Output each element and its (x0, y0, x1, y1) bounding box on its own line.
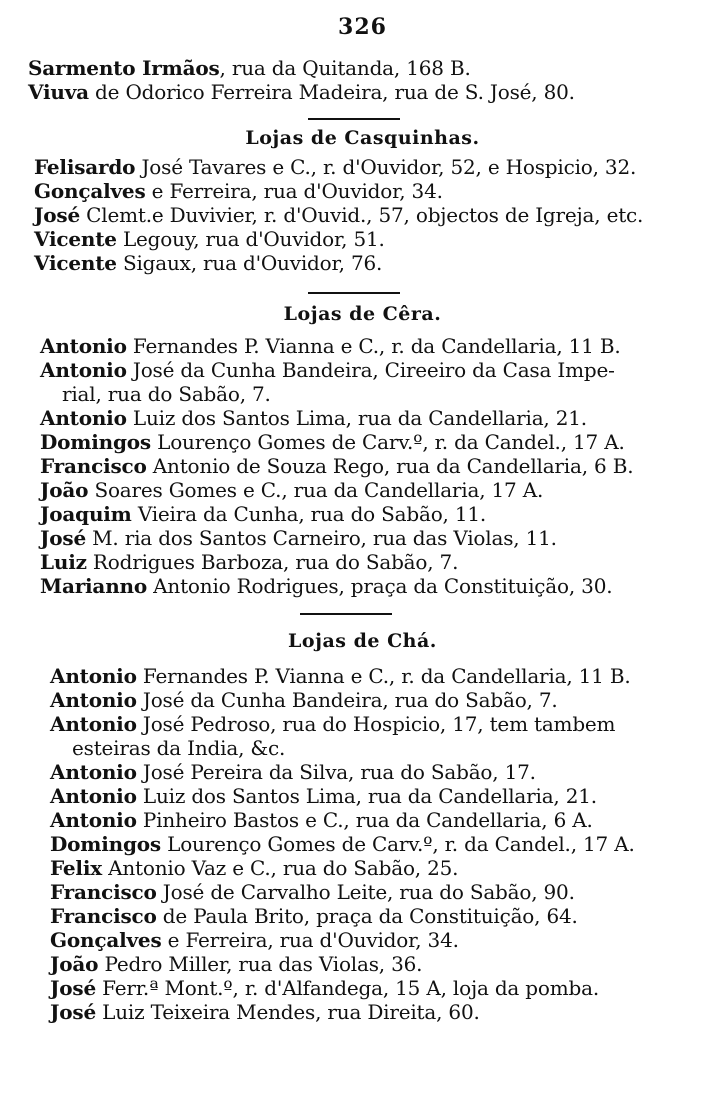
directory-entry (50, 808, 725, 832)
entry-details: José Pereira da Silva, rua do Sabão, 17. (136, 760, 536, 784)
entry-details: Antonio de Souza Rego, rua da Candellaria, 6 B. (146, 454, 634, 478)
entry-details: Sigaux, rua d'Ouvidor, 76. (116, 251, 383, 275)
entry-name: Vicente (34, 227, 117, 251)
entry-details: Soares Gomes e C., rua da Candellaria, 17 A. (88, 478, 544, 502)
entry-name: João (50, 952, 99, 976)
section-heading-casquinhas: Lojas de Casquinhas. (245, 127, 480, 149)
entry-name: Felisardo (34, 155, 136, 179)
section-divider (308, 118, 400, 120)
entry-name: Antonio (50, 712, 137, 736)
entry-details: José de Carvalho Leite, rua do Sabão, 90. (156, 880, 575, 904)
directory-entry (40, 406, 725, 430)
section-cera (0, 334, 725, 598)
top-entries (0, 56, 725, 104)
entry-continuation: esteiras da India, &c. (72, 736, 286, 760)
directory-entry (34, 179, 725, 203)
entry-details: José da Cunha Bandeira, rua do Sabão, 7. (136, 688, 558, 712)
section-heading-cera: Lojas de Cêra. (283, 303, 442, 325)
entry-name: Domingos (50, 832, 161, 856)
directory-entry (50, 664, 725, 688)
entry-name: Francisco (50, 880, 157, 904)
directory-entry (40, 334, 725, 358)
directory-entry (50, 784, 725, 808)
entry-details: Rodrigues Barboza, rua do Sabão, 7. (86, 550, 459, 574)
entry-details: de Paula Brito, praça da Constituição, 64. (156, 904, 578, 928)
section-casquinhas (0, 155, 725, 275)
directory-entry (34, 251, 725, 275)
entry-name: Viuva (28, 80, 89, 104)
entry-name: José (50, 976, 96, 1000)
entry-name: José (34, 203, 80, 227)
entry-details: e Ferreira, rua d'Ouvidor, 34. (145, 179, 443, 203)
entry-name: Marianno (40, 574, 148, 598)
directory-entry (50, 880, 725, 904)
directory-entry (40, 478, 725, 502)
directory-entry (50, 1000, 725, 1024)
entry-name: Joaquim (40, 502, 132, 526)
entry-details: Ferr.ª Mont.º, r. d'Alfandega, 15 A, loja da pomba. (96, 976, 599, 1000)
entry-name: Antonio (50, 688, 137, 712)
directory-entry (40, 502, 725, 526)
entry-details: Luiz dos Santos Lima, rua da Candellaria, 21. (136, 784, 597, 808)
entry-name: Luiz (40, 550, 87, 574)
section-divider (308, 292, 400, 294)
entry-details: Luiz Teixeira Mendes, rua Direita, 60. (96, 1000, 480, 1024)
entry-details: , rua da Quitanda, 168 B. (219, 56, 471, 80)
entry-details: de Odorico Ferreira Madeira, rua de S. José, 80. (88, 80, 575, 104)
entry-details: Vieira da Cunha, rua do Sabão, 11. (131, 502, 487, 526)
entry-details: Clemt.e Duvivier, r. d'Ouvid., 57, objectos de Igreja, etc. (80, 203, 644, 227)
directory-entry (50, 976, 725, 1000)
directory-entry (40, 454, 725, 478)
directory-entry (50, 904, 725, 928)
entry-details: José Tavares e C., r. d'Ouvidor, 52, e Hospicio, 32. (135, 155, 637, 179)
directory-entry (40, 574, 725, 598)
entry-name: Antonio (40, 406, 127, 430)
entry-details: José da Cunha Bandeira, Cireeiro da Casa Impe- (126, 358, 615, 382)
section-cha (0, 664, 725, 1024)
entry-name: José (40, 526, 86, 550)
entry-name: Francisco (40, 454, 147, 478)
directory-entry (40, 358, 725, 382)
directory-entry (40, 526, 725, 550)
entry-name: Antonio (50, 760, 137, 784)
directory-entry (34, 227, 725, 251)
entry-name: Sarmento Irmãos (28, 56, 220, 80)
entry-details: M. ria dos Santos Carneiro, rua das Violas, 11. (86, 526, 557, 550)
directory-entry (40, 550, 725, 574)
entry-details: Pinheiro Bastos e C., rua da Candellaria, 6 A. (136, 808, 593, 832)
directory-entry (34, 155, 725, 179)
entry-name: Antonio (50, 808, 137, 832)
entry-details: Fernandes P. Vianna e C., r. da Candellaria, 11 B. (126, 334, 621, 358)
entry-details: Antonio Vaz e C., rua do Sabão, 25. (101, 856, 459, 880)
directory-entry (34, 203, 725, 227)
directory-entry (50, 952, 725, 976)
entry-details: Legouy, rua d'Ouvidor, 51. (116, 227, 385, 251)
entry-name: José (50, 1000, 96, 1024)
entry-continuation: rial, rua do Sabão, 7. (62, 382, 271, 406)
entry-name: Domingos (40, 430, 151, 454)
directory-entry (50, 832, 725, 856)
directory-entry (28, 80, 725, 104)
directory-entry (50, 856, 725, 880)
entry-name: Antonio (40, 334, 127, 358)
directory-entry (50, 928, 725, 952)
entry-details: Luiz dos Santos Lima, rua da Candellaria, 21. (126, 406, 587, 430)
entry-details: Antonio Rodrigues, praça da Constituição, 30. (147, 574, 613, 598)
entry-details: e Ferreira, rua d'Ouvidor, 34. (161, 928, 459, 952)
page-number: 326 (338, 14, 387, 40)
entry-name: Francisco (50, 904, 157, 928)
entry-details: José Pedroso, rua do Hospicio, 17, tem tambem (136, 712, 616, 736)
entry-name: Gonçalves (50, 928, 162, 952)
directory-entry (50, 712, 725, 736)
entry-name: Antonio (50, 664, 137, 688)
directory-entry (28, 56, 725, 80)
entry-details: Lourenço Gomes de Carv.º, r. da Candel., 17 A. (160, 832, 635, 856)
directory-entry (50, 688, 725, 712)
entry-details: Fernandes P. Vianna e C., r. da Candellaria, 11 B. (136, 664, 631, 688)
entry-name: Vicente (34, 251, 117, 275)
entry-name: João (40, 478, 89, 502)
section-divider (300, 613, 392, 615)
directory-entry (50, 760, 725, 784)
entry-details: Lourenço Gomes de Carv.º, r. da Candel., 17 A. (150, 430, 625, 454)
entry-name: Gonçalves (34, 179, 146, 203)
directory-entry (40, 430, 725, 454)
entry-name: Antonio (50, 784, 137, 808)
entry-details: Pedro Miller, rua das Violas, 36. (98, 952, 423, 976)
entry-name: Antonio (40, 358, 127, 382)
entry-name: Felix (50, 856, 102, 880)
section-heading-cha: Lojas de Chá. (288, 630, 437, 652)
